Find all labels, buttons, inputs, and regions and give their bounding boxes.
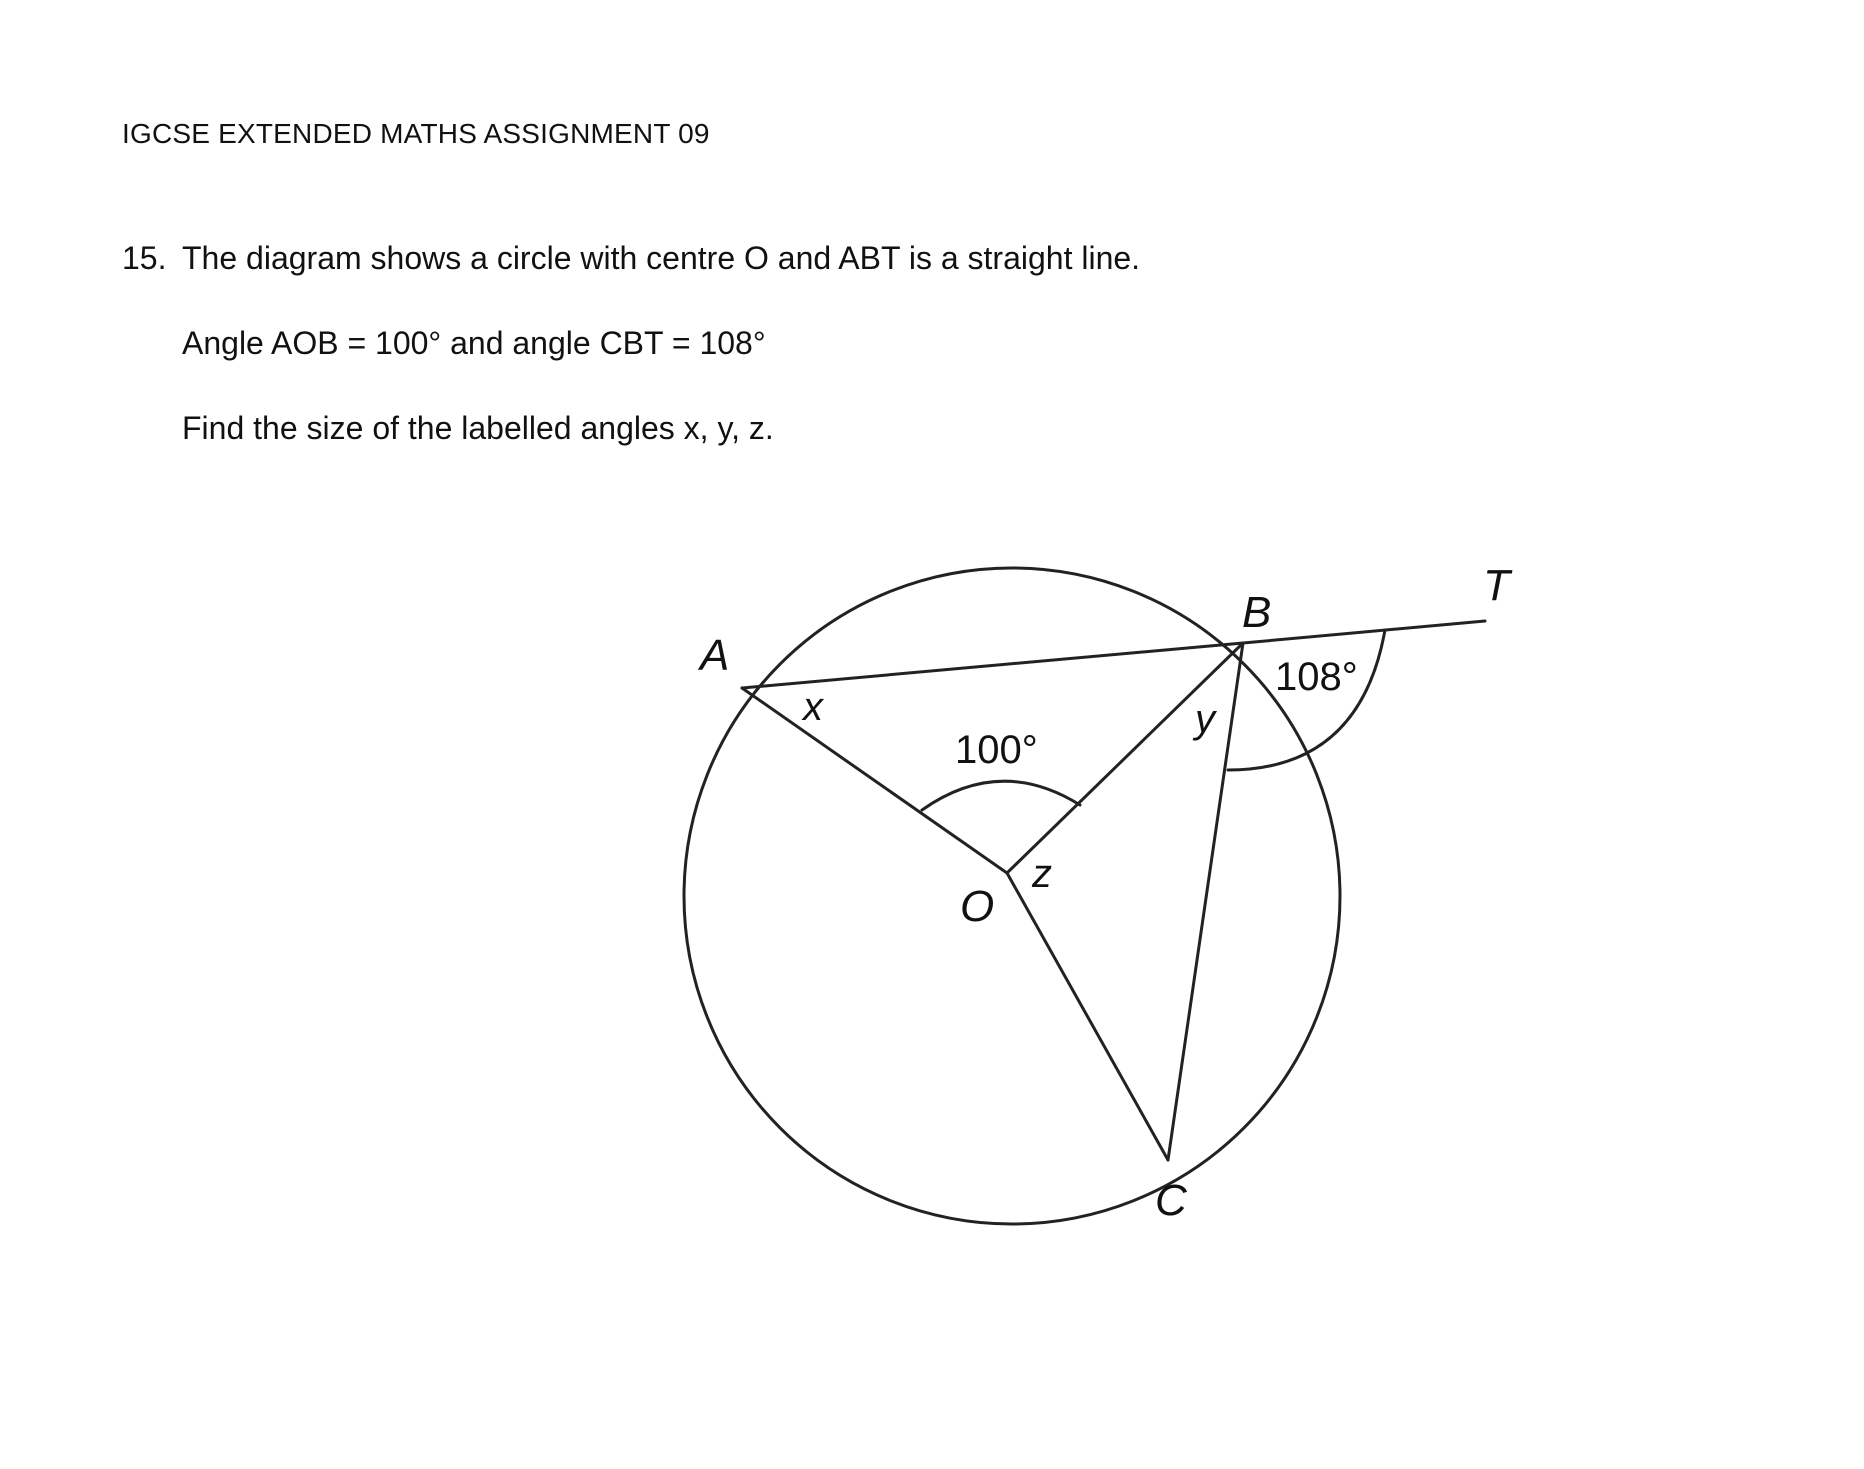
label-b: B [1242,588,1272,637]
label-a: A [700,631,730,680]
label-c: C [1155,1176,1187,1225]
label-t: T [1483,561,1510,610]
arc-angle-aob [922,781,1080,810]
question-text: The diagram shows a circle with centre O and ABT is a straight line. [182,240,1141,276]
label-angle-z: z [1032,852,1052,896]
line-oc [1007,873,1168,1160]
question-number: 15. [122,240,167,276]
label-angle-y: y [1195,697,1215,741]
radius-ob [1007,643,1243,873]
label-angle-x: x [803,685,823,729]
given-angles: Angle AOB = 100° and angle CBT = 108° [182,325,766,361]
label-angle-cbt: 108° [1275,655,1358,699]
page-header: IGCSE EXTENDED MATHS ASSIGNMENT 09 [122,118,710,149]
circle [684,568,1340,1224]
task-text: Find the size of the labelled angles x, y, z. [182,410,774,446]
label-o: O [960,882,995,931]
line-bt [1243,621,1485,643]
label-angle-aob: 100° [955,728,1038,772]
line-ab [742,643,1243,688]
radius-oa [742,688,1007,873]
